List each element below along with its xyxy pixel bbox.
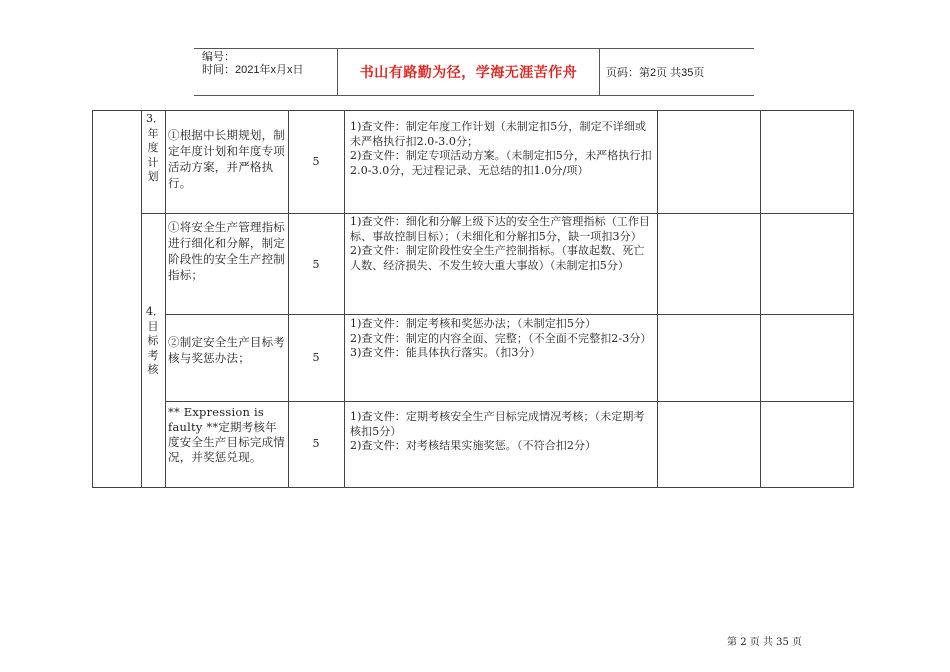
requirement-text: ** Expression is faulty **定期考核年度安全生产目标完成情况，并奖惩兑现。 [168,405,285,464]
score-value: 5 [312,351,320,364]
row-divider [165,401,854,402]
assessment-method: 1)查文件：定期考核安全生产目标完成情况考核；（未定期考核扣5分） 2)查文件：对考核结果实施奖惩。（不符合扣2分） [350,410,645,452]
table-col-line [657,110,658,488]
requirement-text: ②制定安全生产目标考核与奖惩办法； [168,335,285,365]
time-label: 时间：2021年x月x日 [202,64,304,76]
assessment-method: 1)查文件：制定考核和奖惩办法；（未制定扣5分） 2)查文件：制定的内容全面、完整；（不全面不完整扣2-3分） 3)查文件：能具体执行落实。（扣3分） [350,317,652,359]
table-col-line [141,110,142,488]
header-meta [194,49,338,95]
table-border-left [92,110,93,488]
score-value: 5 [312,437,320,450]
item-label: 4．目标考核 [146,305,164,376]
page-header [194,48,754,96]
table-col-line [344,110,345,488]
row-divider [165,314,854,315]
requirement-text: ①根据中长期规划，制定年度计划和年度专项活动方案，并严格执行。 [168,128,285,190]
assessment-method: 1)查文件：制定年度工作计划（未制定扣5分，制定不详细或未严格执行扣2.0-3.0分； 2)查文件：制定专项活动方案。（未制定扣5分，未严格执行扣2.0-3.0分，无过程记录、无总结的扣1.0分/项） [350,120,652,177]
table-border-top [92,110,854,111]
assessment-method: 1)查文件：细化和分解上级下达的安全生产管理指标（工作目标、事故控制目标）；（未细化和分解扣5分，缺一项扣3分） 2)查文件：制定阶段性安全生产控制指标。（事故起数、死亡人数、经济损失、不发生较大重大事故）（未制定扣5分） [350,215,651,272]
requirement-text: ①将安全生产管理指标进行细化和分解，制定阶段性的安全生产控制指标； [168,220,285,282]
score-value: 5 [312,258,320,271]
page-footer: 第 2 页 共 35 页 [727,637,802,648]
score-value: 5 [312,155,320,168]
header-motto: 书山有路勤为径，学海无涯苦作舟 [338,49,600,95]
table-border-bottom [92,487,854,488]
number-label: 编号： [202,51,235,63]
item-label: 3．年度计划 [146,112,164,183]
header-page-code: 页码：第2页 共35页 [606,67,705,79]
table-col-line [165,110,166,488]
row-divider [141,213,854,214]
table-col-line [760,110,761,488]
table-border-right [853,110,854,488]
